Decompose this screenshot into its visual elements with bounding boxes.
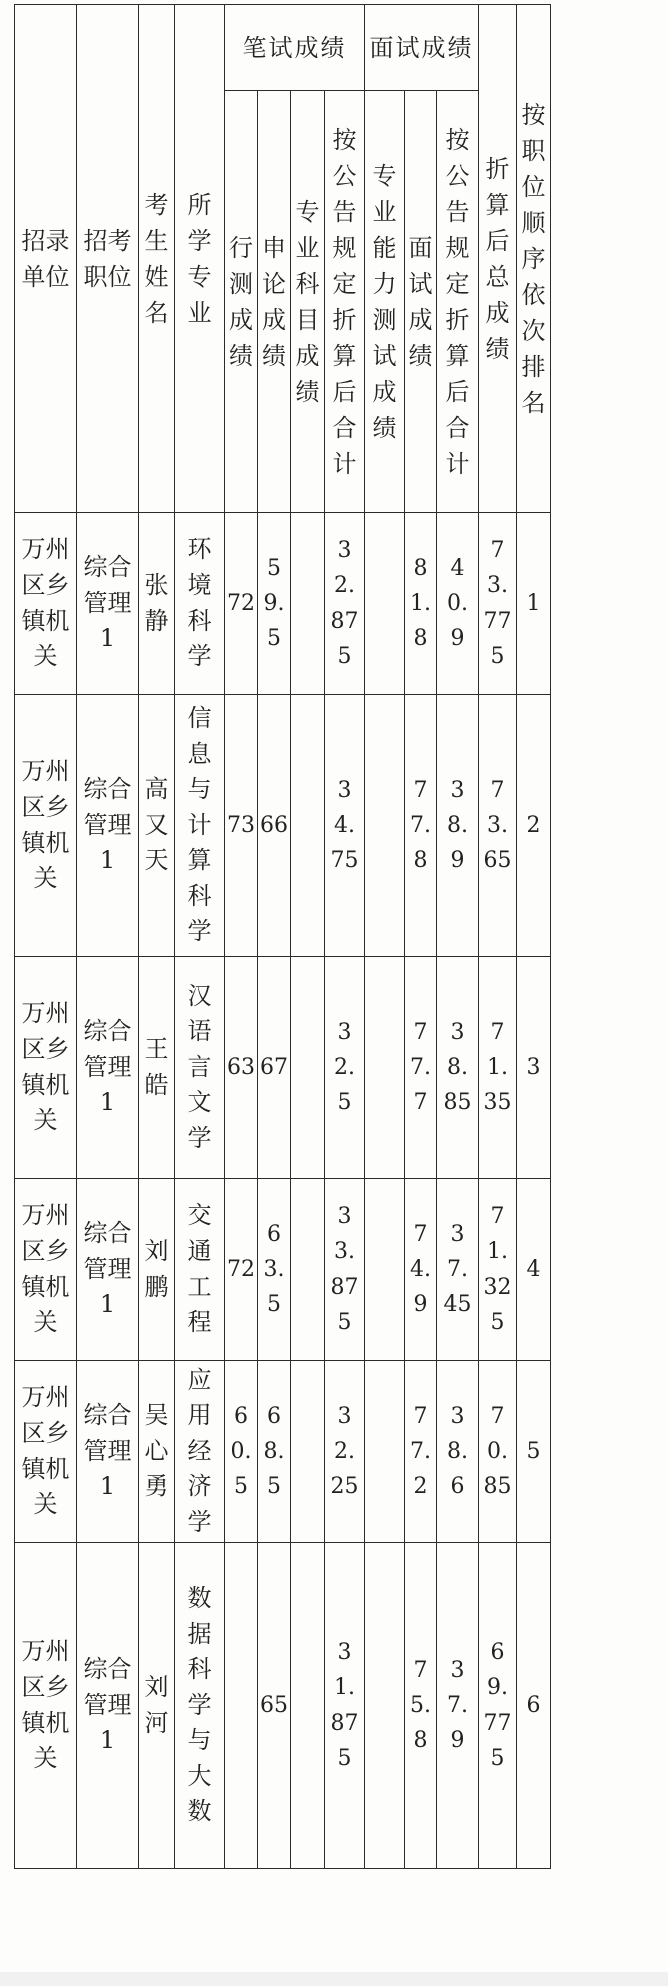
header-major: 所学专业: [175, 5, 225, 513]
table-row: [15, 957, 551, 1179]
cell-interview: 77.2: [405, 1361, 437, 1543]
header-shenlun: 申论成绩: [258, 91, 291, 513]
page-bottom-edge: [0, 1972, 668, 1986]
cell-unit: 万州区乡镇机关: [15, 513, 77, 695]
cell-rank: 2: [517, 695, 551, 957]
cell-major: 数据科学与大数: [175, 1543, 225, 1869]
cell-xingce: [225, 1543, 258, 1869]
cell-xingce: 63: [225, 957, 258, 1179]
cell-ability: [365, 1179, 405, 1361]
cell-professional: [291, 695, 325, 957]
cell-unit: 万州区乡镇机关: [15, 957, 77, 1179]
cell-position: 综合管理1: [77, 695, 139, 957]
cell-position: 综合管理1: [77, 1543, 139, 1869]
cell-unit: 万州区乡镇机关: [15, 1179, 77, 1361]
cell-professional: [291, 1543, 325, 1869]
cell-interview: 81.8: [405, 513, 437, 695]
cell-interview: 77.8: [405, 695, 437, 957]
cell-rank: 4: [517, 1179, 551, 1361]
cell-major: 信息与计算科学: [175, 695, 225, 957]
cell-total: 73.775: [479, 513, 517, 695]
cell-name: 张静: [139, 513, 175, 695]
cell-total: 71.35: [479, 957, 517, 1179]
header-professional: 专业科目成绩: [291, 91, 325, 513]
score-table: [14, 4, 551, 1869]
cell-written-total: 32.5: [325, 957, 365, 1179]
table-row: [15, 513, 551, 695]
table-row: [15, 695, 551, 957]
cell-name: 刘河: [139, 1543, 175, 1869]
cell-name: 王皓: [139, 957, 175, 1179]
cell-unit: 万州区乡镇机关: [15, 1361, 77, 1543]
cell-professional: [291, 957, 325, 1179]
cell-interview: 74.9: [405, 1179, 437, 1361]
table-row: [15, 1361, 551, 1543]
cell-interview-total: 40.9: [437, 513, 479, 695]
header-interview-group: 面试成绩: [365, 5, 479, 91]
cell-interview-total: 37.9: [437, 1543, 479, 1869]
cell-shenlun: 67: [258, 957, 291, 1179]
cell-major: 环境科学: [175, 513, 225, 695]
table-row: [15, 1179, 551, 1361]
cell-ability: [365, 1543, 405, 1869]
cell-ability: [365, 957, 405, 1179]
header-unit: 招录单位: [15, 5, 77, 513]
cell-ability: [365, 513, 405, 695]
cell-total: 73.65: [479, 695, 517, 957]
cell-interview-total: 37.45: [437, 1179, 479, 1361]
cell-xingce: 72: [225, 1179, 258, 1361]
cell-rank: 1: [517, 513, 551, 695]
header-position: 招考职位: [77, 5, 139, 513]
header-ability: 专业能力测试成绩: [365, 91, 405, 513]
cell-total: 70.85: [479, 1361, 517, 1543]
cell-name: 刘鹏: [139, 1179, 175, 1361]
cell-written-total: 32.875: [325, 513, 365, 695]
cell-xingce: 73: [225, 695, 258, 957]
header-written-total: 按公告规定折算后合计: [325, 91, 365, 513]
header-xingce: 行测成绩: [225, 91, 258, 513]
table-body: [15, 513, 551, 1869]
cell-professional: [291, 513, 325, 695]
cell-position: 综合管理1: [77, 513, 139, 695]
cell-name: 吴心勇: [139, 1361, 175, 1543]
cell-interview: 75.8: [405, 1543, 437, 1869]
header-total: 折算后总成绩: [479, 5, 517, 513]
cell-interview-total: 38.85: [437, 957, 479, 1179]
cell-total: 69.775: [479, 1543, 517, 1869]
cell-shenlun: 66: [258, 695, 291, 957]
cell-name: 高又天: [139, 695, 175, 957]
cell-major: 汉语言文学: [175, 957, 225, 1179]
cell-unit: 万州区乡镇机关: [15, 1543, 77, 1869]
header-written-group: 笔试成绩: [225, 5, 365, 91]
cell-rank: 3: [517, 957, 551, 1179]
cell-written-total: 34.75: [325, 695, 365, 957]
cell-professional: [291, 1179, 325, 1361]
cell-position: 综合管理1: [77, 1361, 139, 1543]
cell-interview-total: 38.9: [437, 695, 479, 957]
header-interview: 面试成绩: [405, 91, 437, 513]
cell-unit: 万州区乡镇机关: [15, 695, 77, 957]
cell-interview: 77.7: [405, 957, 437, 1179]
cell-shenlun: 65: [258, 1543, 291, 1869]
cell-shenlun: 59.5: [258, 513, 291, 695]
cell-major: 交通工程: [175, 1179, 225, 1361]
cell-shenlun: 63.5: [258, 1179, 291, 1361]
cell-written-total: 33.875: [325, 1179, 365, 1361]
header-interview-total: 按公告规定折算后合计: [437, 91, 479, 513]
cell-total: 71.325: [479, 1179, 517, 1361]
cell-interview-total: 38.6: [437, 1361, 479, 1543]
cell-written-total: 32.25: [325, 1361, 365, 1543]
cell-position: 综合管理1: [77, 957, 139, 1179]
header-rank: 按职位顺序依次排名: [517, 5, 551, 513]
cell-written-total: 31.875: [325, 1543, 365, 1869]
cell-position: 综合管理1: [77, 1179, 139, 1361]
cell-ability: [365, 1361, 405, 1543]
table-row: [15, 1543, 551, 1869]
cell-xingce: 72: [225, 513, 258, 695]
cell-rank: 6: [517, 1543, 551, 1869]
cell-major: 应用经济学: [175, 1361, 225, 1543]
cell-shenlun: 68.5: [258, 1361, 291, 1543]
table-header: [15, 5, 551, 513]
header-name: 考生姓名: [139, 5, 175, 513]
cell-professional: [291, 1361, 325, 1543]
cell-xingce: 60.5: [225, 1361, 258, 1543]
cell-ability: [365, 695, 405, 957]
cell-rank: 5: [517, 1361, 551, 1543]
